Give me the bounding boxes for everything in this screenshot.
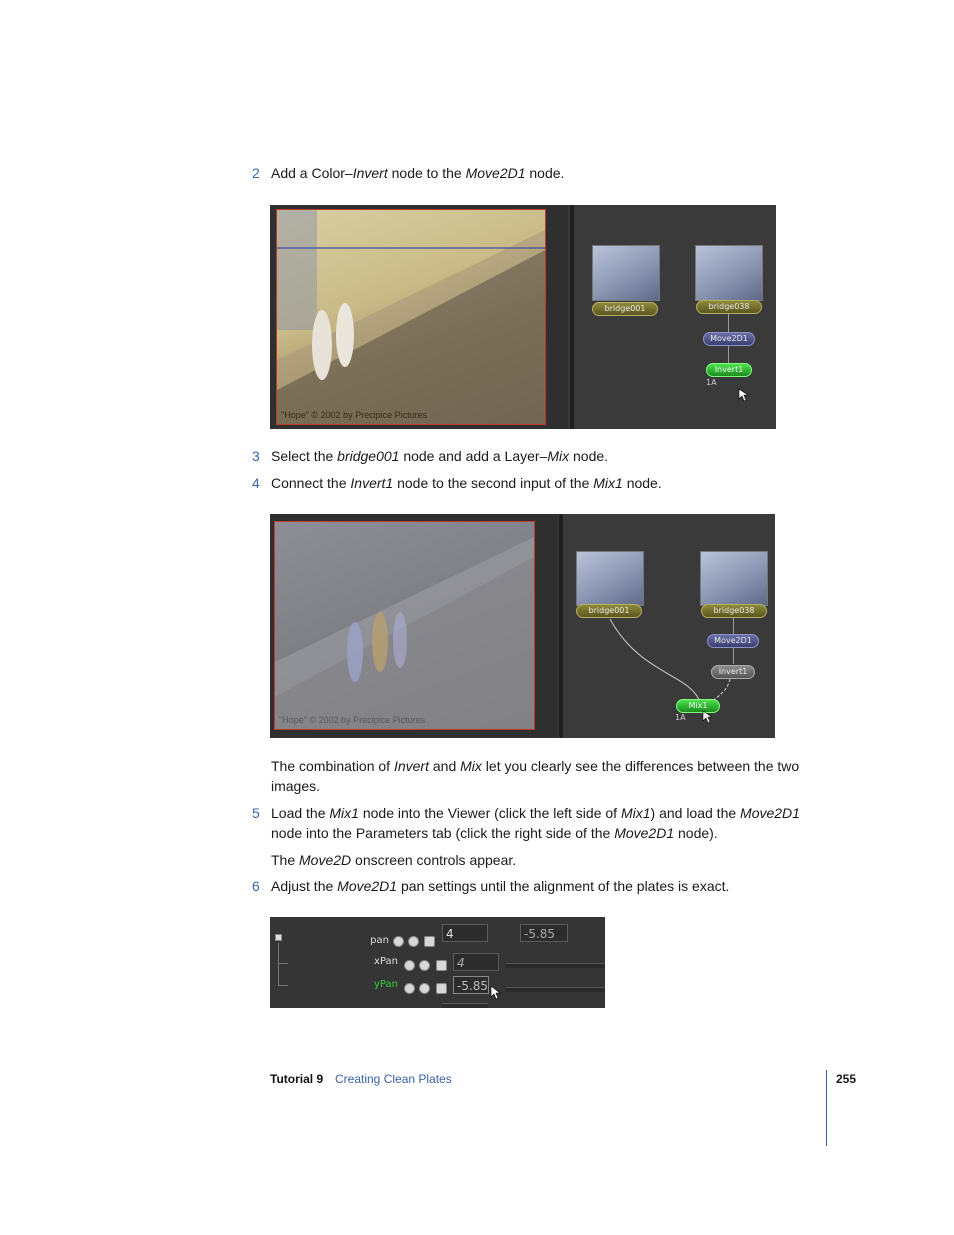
viewer-image: [274, 521, 535, 730]
ypan-field[interactable]: -5.85: [453, 976, 489, 994]
mouse-cursor-icon: [490, 985, 501, 1000]
text-run: node into the Viewer (click the left side of: [358, 805, 621, 821]
text-run: bridge001: [337, 448, 400, 464]
thumbnail-bridge038: [695, 245, 763, 301]
node-label-1a: 1A: [675, 713, 686, 722]
tree-line: [278, 943, 279, 985]
text-run: pan settings until the alignment of the plates is exact.: [397, 878, 730, 894]
node-invert1[interactable]: Invert1: [711, 665, 755, 679]
lock-icon[interactable]: [436, 983, 447, 994]
text-run: Move2D: [299, 852, 352, 868]
footer-chapter: Tutorial 9: [270, 1072, 324, 1086]
text-run: Connect the: [271, 475, 351, 491]
link-icon[interactable]: [408, 936, 419, 947]
text-run: The: [271, 852, 300, 868]
text-run: Invert: [393, 758, 429, 774]
text-run: Move2D1: [337, 878, 398, 894]
node-move2d1[interactable]: Move2D1: [707, 634, 759, 648]
connection-line: [728, 346, 729, 363]
text-run: Mix1: [620, 805, 651, 821]
text-run: node.: [525, 165, 565, 181]
body-paragraph: [271, 850, 816, 870]
node-bridge001[interactable]: bridge001: [576, 604, 642, 618]
node-mix1[interactable]: Mix1: [676, 699, 720, 713]
pan-label: pan: [370, 935, 389, 946]
collapse-icon[interactable]: [275, 934, 282, 941]
text-run: Select the: [271, 448, 338, 464]
step-number: 5: [252, 805, 260, 821]
xpan-label: xPan: [374, 956, 398, 967]
image-credit: "Hope" © 2002 by Precipice Pictures: [281, 410, 428, 420]
figure-invert-screenshot: [270, 205, 776, 429]
viewer-image: [276, 209, 546, 425]
step-text: [271, 876, 816, 896]
text-run: Mix: [547, 448, 570, 464]
tree-line: [278, 963, 288, 964]
anim-icon[interactable]: [404, 983, 415, 994]
node-label-1a: 1A: [706, 378, 717, 387]
pane-divider[interactable]: [559, 514, 563, 738]
text-run: The combination of: [271, 758, 394, 774]
text-run: node to the: [387, 165, 466, 181]
text-run: node and add a Layer–: [399, 448, 548, 464]
difference-image: [275, 522, 534, 729]
body-paragraph: [271, 756, 811, 796]
text-run: and: [428, 758, 461, 774]
inverted-bridge-image: [277, 210, 545, 424]
pan-y-field[interactable]: -5.85: [520, 924, 568, 942]
ypan-label: yPan: [374, 979, 398, 990]
xpan-field[interactable]: 4: [453, 953, 499, 971]
pane-divider[interactable]: [570, 205, 574, 429]
step-text: [271, 803, 816, 843]
step-number: 6: [252, 878, 260, 894]
step-number: 3: [252, 448, 260, 464]
text-run: node to the second input of the: [393, 475, 594, 491]
text-run: Mix1: [593, 475, 623, 491]
slider-track[interactable]: [506, 987, 605, 992]
text-run: ) and load the: [650, 805, 741, 821]
text-run: Load the: [271, 805, 330, 821]
field-edge: [442, 1003, 488, 1008]
node-invert1[interactable]: Invert1: [706, 363, 752, 377]
footer-rule: [826, 1070, 827, 1146]
page-number: 255: [836, 1072, 857, 1086]
image-credit: "Hope" © 2002 by Precipice Pictures: [279, 715, 426, 725]
text-run: node.: [569, 448, 609, 464]
footer-title: Creating Clean Plates: [335, 1072, 452, 1086]
step-number: 4: [252, 475, 260, 491]
node-move2d1[interactable]: Move2D1: [703, 332, 755, 346]
thumbnail-bridge001: [576, 551, 644, 606]
thumbnail-bridge038: [700, 551, 768, 606]
text-run: Mix: [460, 758, 482, 774]
text-run: Adjust the: [271, 878, 338, 894]
step-text: [271, 446, 816, 466]
text-run: Add a Color–: [271, 165, 353, 181]
text-run: Move2D1: [465, 165, 526, 181]
text-run: Move2D1: [740, 805, 800, 821]
node-bridge038[interactable]: bridge038: [701, 604, 767, 618]
text-run: Invert: [352, 165, 388, 181]
text-run: node into the Parameters tab (click the right side of the: [271, 825, 615, 841]
text-run: let you clearly see the differences between the two images.: [271, 758, 800, 794]
text-run: node).: [674, 825, 718, 841]
node-bridge038[interactable]: bridge038: [696, 300, 762, 314]
link-icon[interactable]: [419, 983, 430, 994]
text-run: Move2D1: [614, 825, 675, 841]
pan-x-field[interactable]: 4: [442, 924, 488, 942]
tree-line: [278, 985, 288, 986]
link-icon[interactable]: [419, 960, 430, 971]
step-text: [271, 473, 816, 493]
slider-track[interactable]: [506, 963, 605, 968]
mouse-cursor-icon: [702, 710, 712, 724]
figure-mix-screenshot: [270, 514, 775, 738]
connection-line: [728, 314, 729, 332]
figure-parameters-screenshot: [270, 917, 605, 1008]
thumbnail-bridge001: [592, 245, 660, 301]
step-number: 2: [252, 165, 260, 181]
anim-icon[interactable]: [404, 960, 415, 971]
lock-icon[interactable]: [436, 960, 447, 971]
text-run: node.: [622, 475, 662, 491]
step-text: [271, 163, 816, 183]
text-run: onscreen controls appear.: [351, 852, 517, 868]
lock-icon[interactable]: [424, 936, 435, 947]
anim-icon[interactable]: [393, 936, 404, 947]
connection-curves: [600, 614, 750, 709]
text-run: Invert1: [350, 475, 394, 491]
node-bridge001[interactable]: bridge001: [592, 302, 658, 316]
mouse-cursor-icon: [738, 388, 748, 402]
text-run: Mix1: [329, 805, 359, 821]
